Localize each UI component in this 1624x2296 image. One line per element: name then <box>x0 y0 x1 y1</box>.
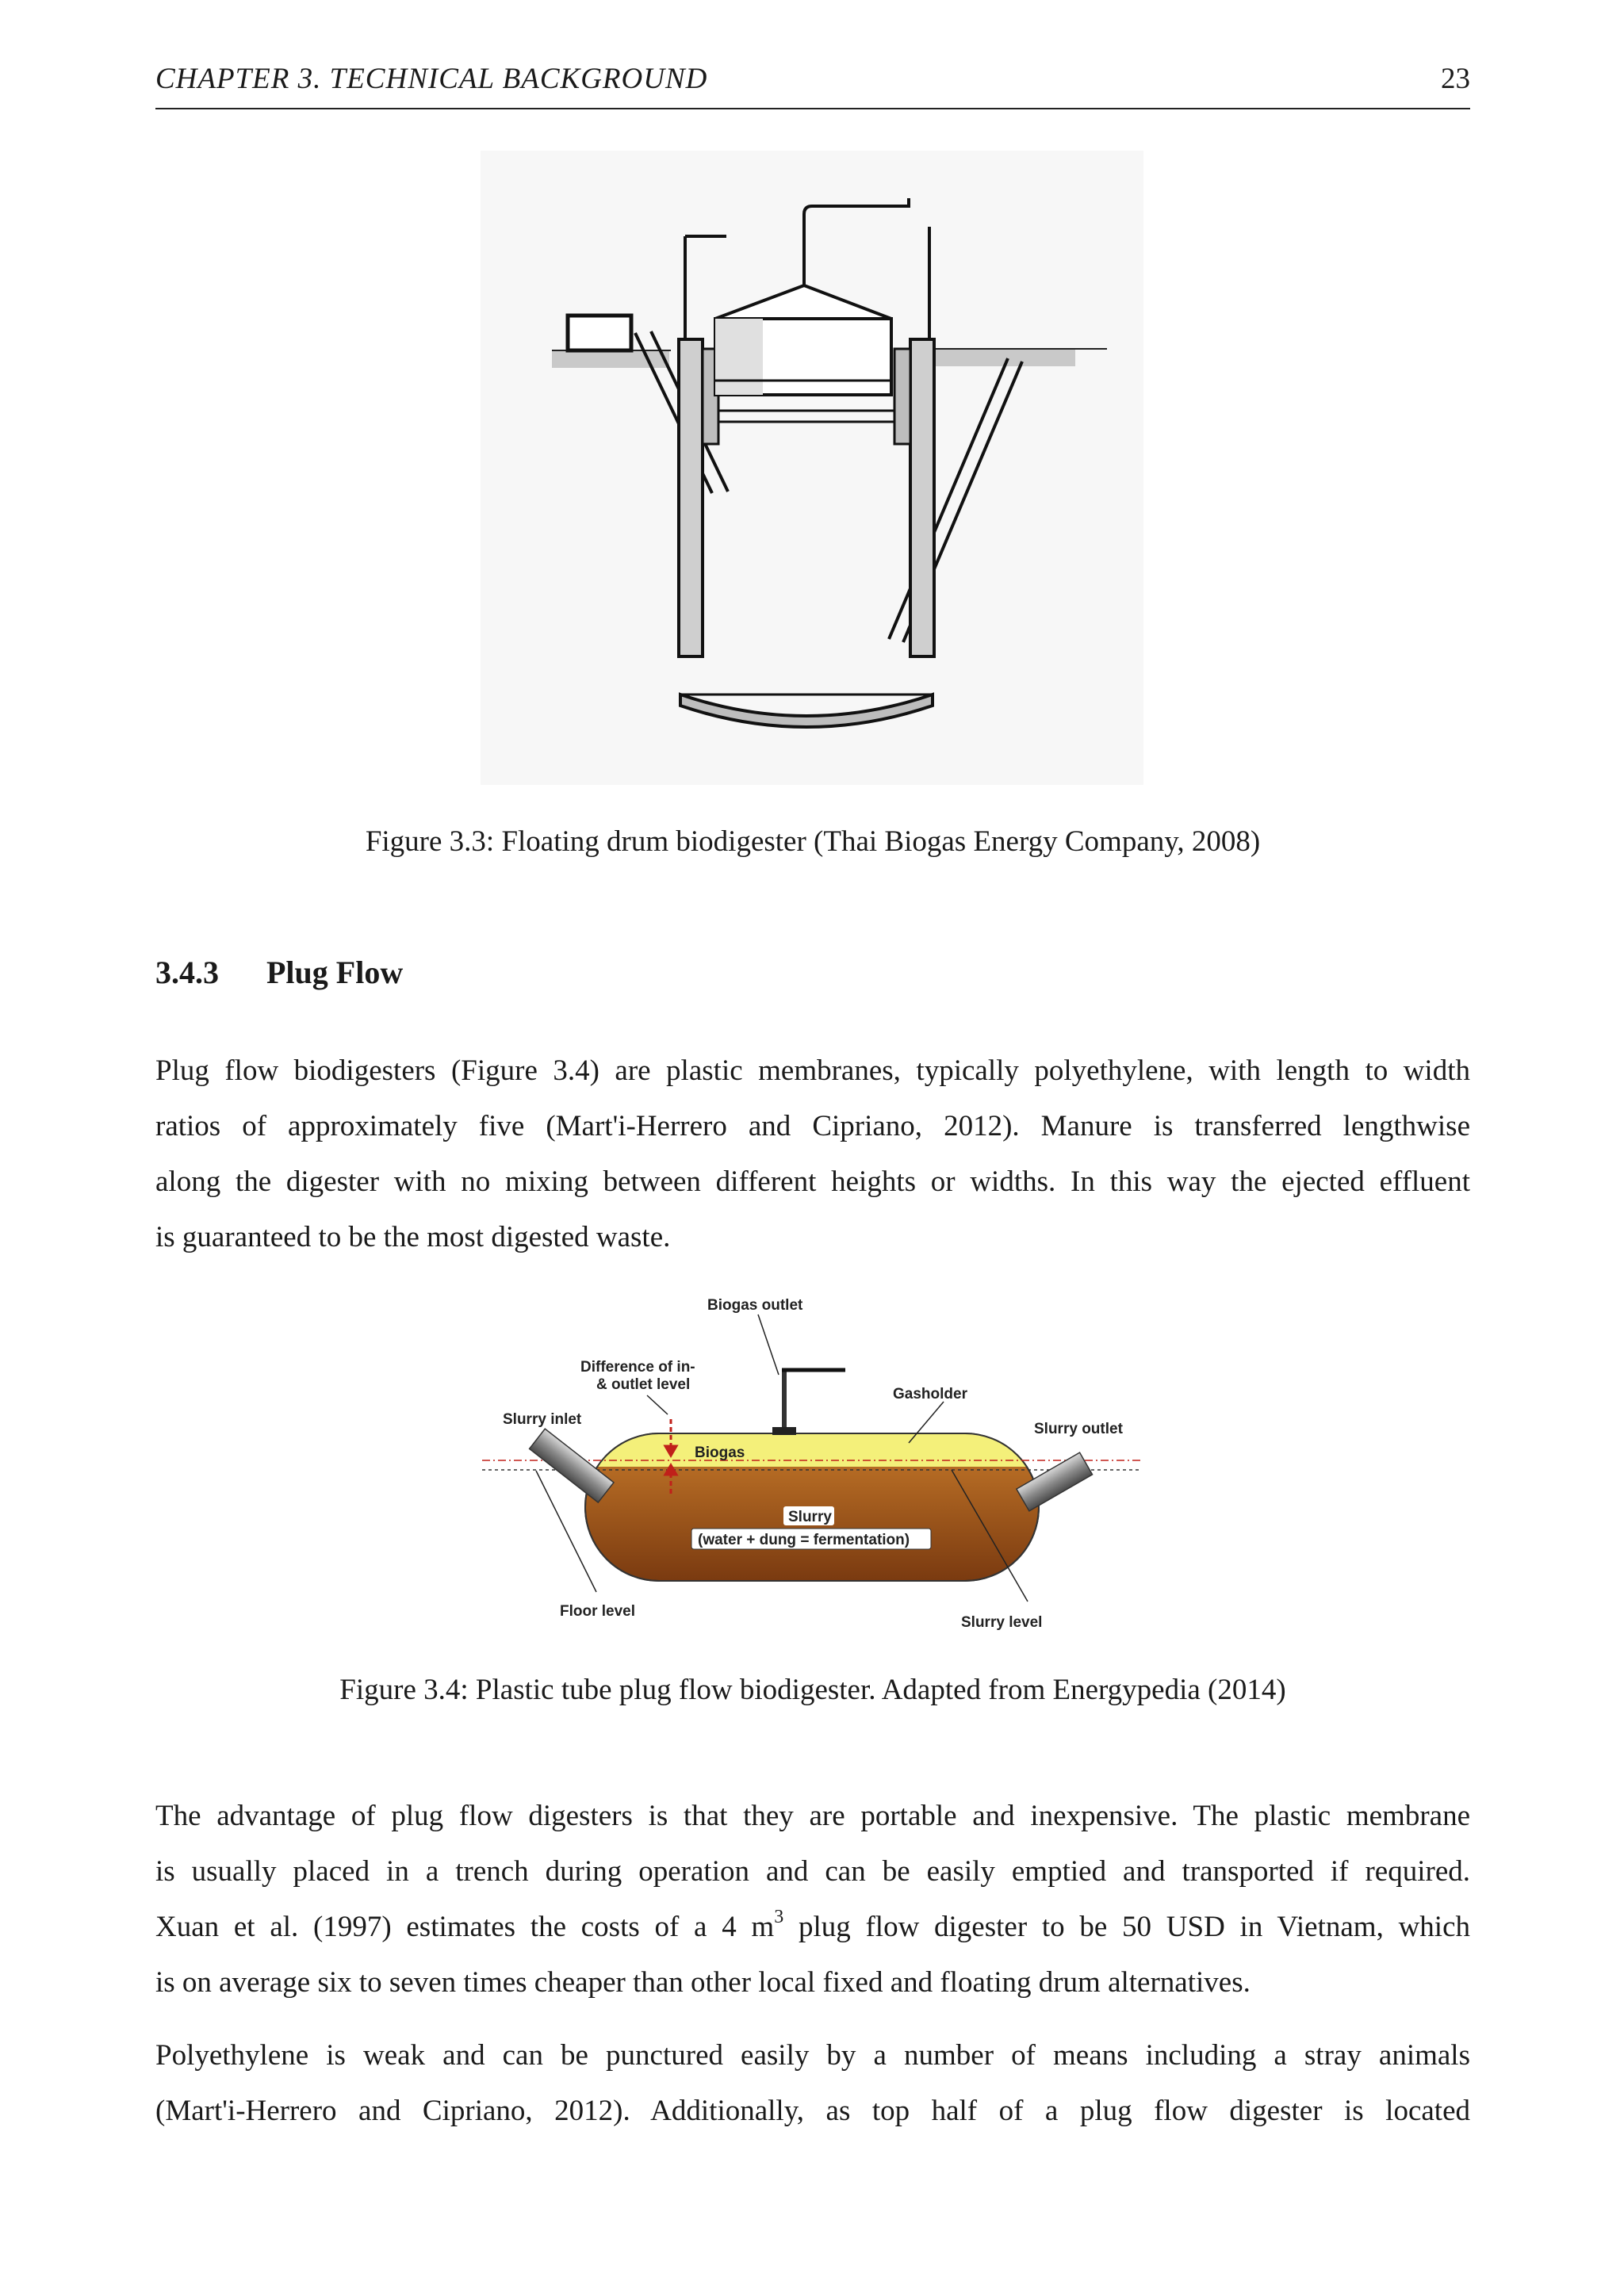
paragraph-polyethylene <box>155 2028 1470 2139</box>
label-biogas-outlet: Biogas outlet <box>707 1297 803 1314</box>
floating-drum-diagram <box>481 151 1143 785</box>
section-number: 3.4.3 <box>155 955 219 990</box>
text-line: ratios of approximately five (Mart'i-Herrero and Cipriano, 2012). Manure is transferred lengthwise <box>155 1110 1470 1142</box>
page-number: 23 <box>1441 63 1470 95</box>
label-slurry-inlet: Slurry inlet <box>503 1411 582 1428</box>
biogas-outlet-pipe <box>772 1370 845 1435</box>
label-difference-line2: & outlet level <box>596 1376 691 1393</box>
text-segment: Xuan et al. (1997) estimates the costs of a 4 m <box>155 1911 775 1943</box>
section-heading <box>155 954 403 991</box>
text-line: is on average six to seven times cheaper than other local fixed and floating drum alternatives. <box>155 1966 1251 1999</box>
slurry-outlet-pipe <box>1017 1452 1093 1511</box>
running-header <box>155 62 1470 109</box>
text-line: Plug flow biodigesters (Figure 3.4) are plastic membranes, typically polyethylene, with length to width <box>155 1054 1470 1087</box>
label-slurry: Slurry <box>788 1509 832 1525</box>
superscript: 3 <box>774 1906 784 1927</box>
label-biogas: Biogas <box>695 1445 745 1461</box>
text-line: The advantage of plug flow digesters is that they are portable and inexpensive. The plastic membrane <box>155 1800 1470 1832</box>
paragraph-plug-flow-intro <box>155 1043 1470 1265</box>
text-line: is usually placed in a trench during operation and can be easily emptied and transported if required. <box>155 1855 1470 1888</box>
chapter-title: CHAPTER 3. TECHNICAL BACKGROUND <box>155 63 708 95</box>
figure-3-4-caption: Figure 3.4: Plastic tube plug flow biodigester. Adapted from Energypedia (2014) <box>339 1674 1286 1706</box>
text-segment: plug flow digester to be 50 USD in Vietnam, which <box>783 1911 1470 1943</box>
text-line-with-superscript <box>155 1900 1470 1955</box>
label-slurry-detail: (water + dung = fermentation) <box>698 1532 910 1548</box>
label-slurry-level: Slurry level <box>961 1614 1043 1631</box>
section-title: Plug Flow <box>266 955 404 990</box>
paragraph-advantages <box>155 1789 1470 2011</box>
text-line: (Mart'i-Herrero and Cipriano, 2012). Additionally, as top half of a plug flow digester is located <box>155 2095 1470 2127</box>
label-slurry-outlet: Slurry outlet <box>1034 1421 1123 1437</box>
plug-flow-diagram <box>481 1284 1143 1641</box>
figure-3-3-caption: Figure 3.3: Floating drum biodigester (Thai Biogas Energy Company, 2008) <box>365 825 1261 858</box>
text-line: along the digester with no mixing between different heights or widths. In this way the ejected effluent <box>155 1165 1470 1198</box>
text-line: Polyethylene is weak and can be punctured easily by a number of means including a stray animals <box>155 2039 1470 2072</box>
label-gasholder: Gasholder <box>893 1386 967 1402</box>
label-difference-line1: Difference of in- <box>580 1359 695 1376</box>
inlet-box <box>568 316 631 350</box>
text-line: is guaranteed to be the most digested waste. <box>155 1221 671 1253</box>
label-floor-level: Floor level <box>560 1603 636 1620</box>
